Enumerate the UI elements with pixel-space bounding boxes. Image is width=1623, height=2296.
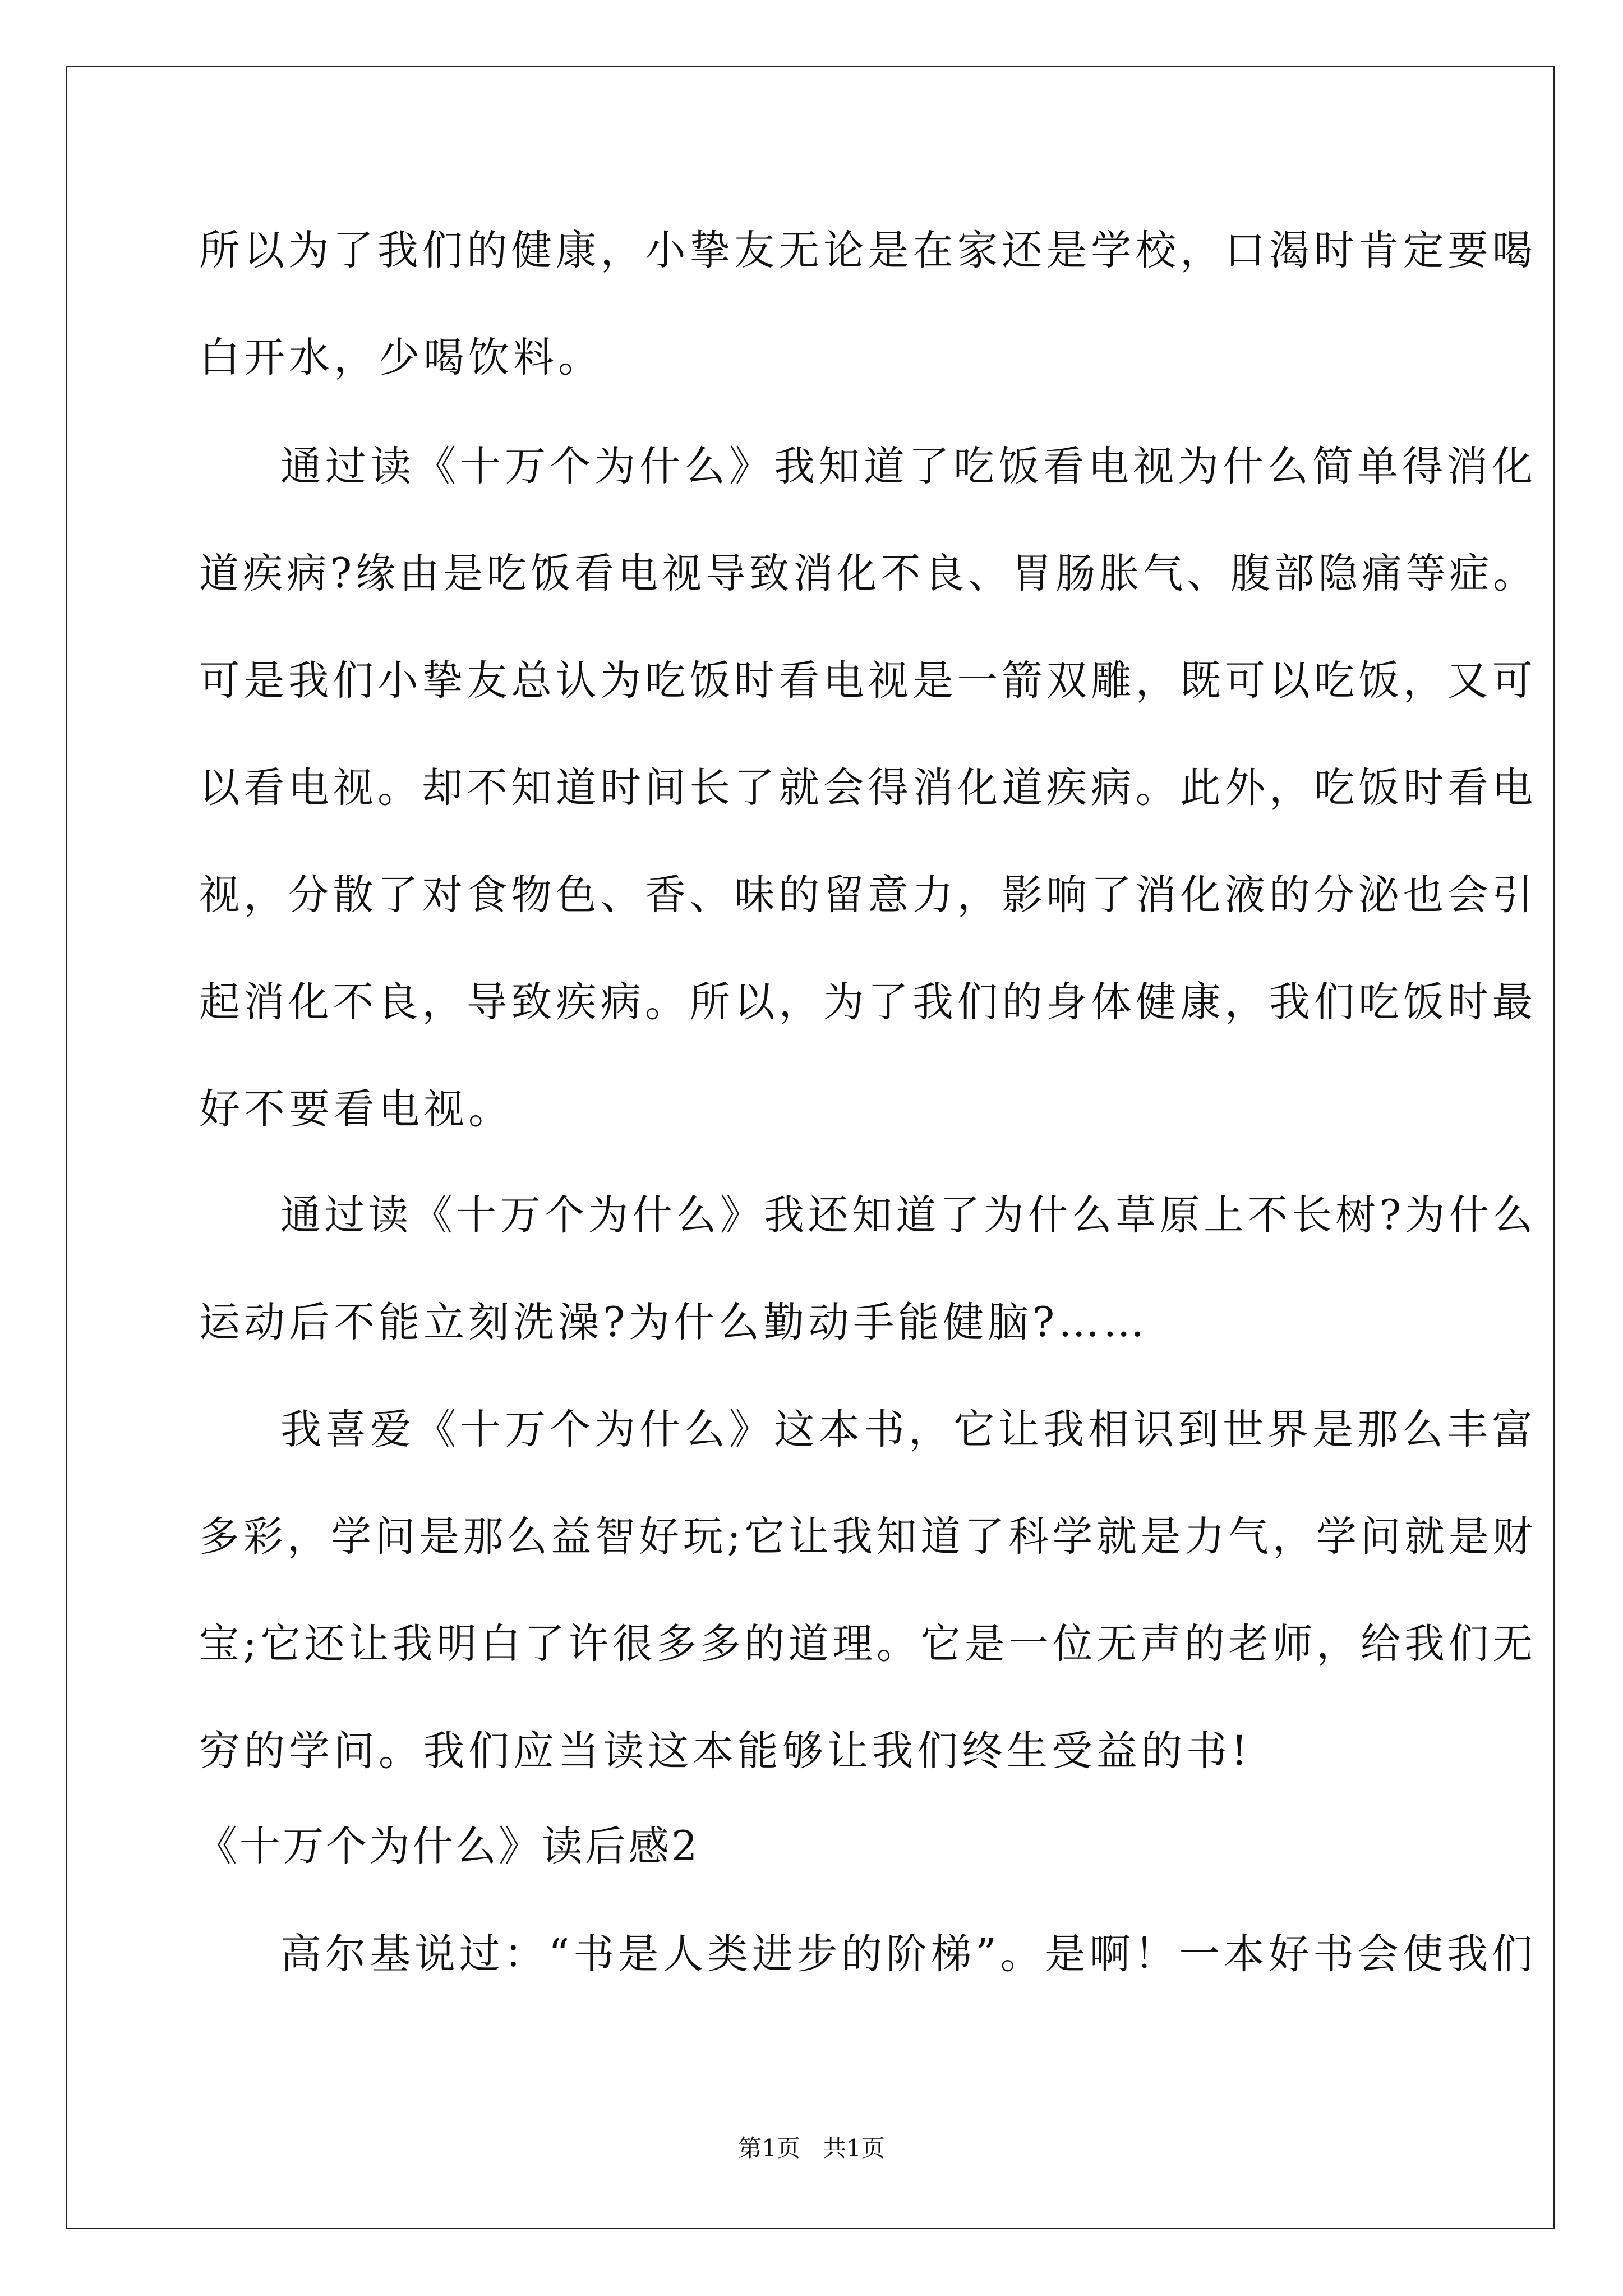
- text-line: 穷的学问。我们应当读这本能够让我们终生受益的书!: [199, 1727, 1252, 1775]
- paragraph-first-line: 我喜爱《十万个为什么》这本书，它让我相识到世界是那么丰富: [280, 1406, 1537, 1453]
- text-line: 道疾病?缘由是吃饭看电视导致消化不良、胃肠胀气、腹部隐痛等症。: [199, 550, 1537, 597]
- text-line: 多彩，学问是那么益智好玩;它让我知道了科学就是力气，学问就是财: [199, 1513, 1537, 1561]
- paragraph-first-line: 通过读《十万个为什么》我知道了吃饭看电视为什么简单得消化: [280, 443, 1537, 490]
- page-border: [66, 66, 1555, 2229]
- text-line: 起消化不良，导致疾病。所以，为了我们的身体健康，我们吃饭时最: [199, 978, 1537, 1026]
- text-line: 运动后不能立刻洗澡?为什么勤动手能健脑?……: [199, 1299, 1149, 1346]
- paragraph-first-line: 通过读《十万个为什么》我还知道了为什么草原上不长树?为什么: [280, 1191, 1537, 1239]
- text-line: 白开水，少喝饮料。: [199, 334, 603, 381]
- page-footer: 第1页 共1页: [738, 2134, 885, 2162]
- paragraph-first-line: 高尔基说过：“书是人类进步的阶梯”。是啊！一本好书会使我们: [280, 1930, 1537, 1978]
- text-line: 所以为了我们的健康，小挚友无论是在家还是学校，口渴时肯定要喝: [199, 227, 1537, 274]
- section-heading: 《十万个为什么》读后感2: [196, 1823, 700, 1870]
- text-line: 以看电视。却不知道时间长了就会得消化道疾病。此外，吃饭时看电: [199, 764, 1537, 812]
- text-line: 宝;它还让我明白了许很多多的道理。它是一位无声的老师，给我们无: [199, 1620, 1537, 1668]
- text-line: 可是我们小挚友总认为吃饭时看电视是一箭双雕，既可以吃饭，又可: [199, 657, 1537, 705]
- text-line: 好不要看电视。: [199, 1085, 513, 1133]
- text-line: 视，分散了对食物色、香、味的留意力，影响了消化液的分泌也会引: [199, 871, 1537, 919]
